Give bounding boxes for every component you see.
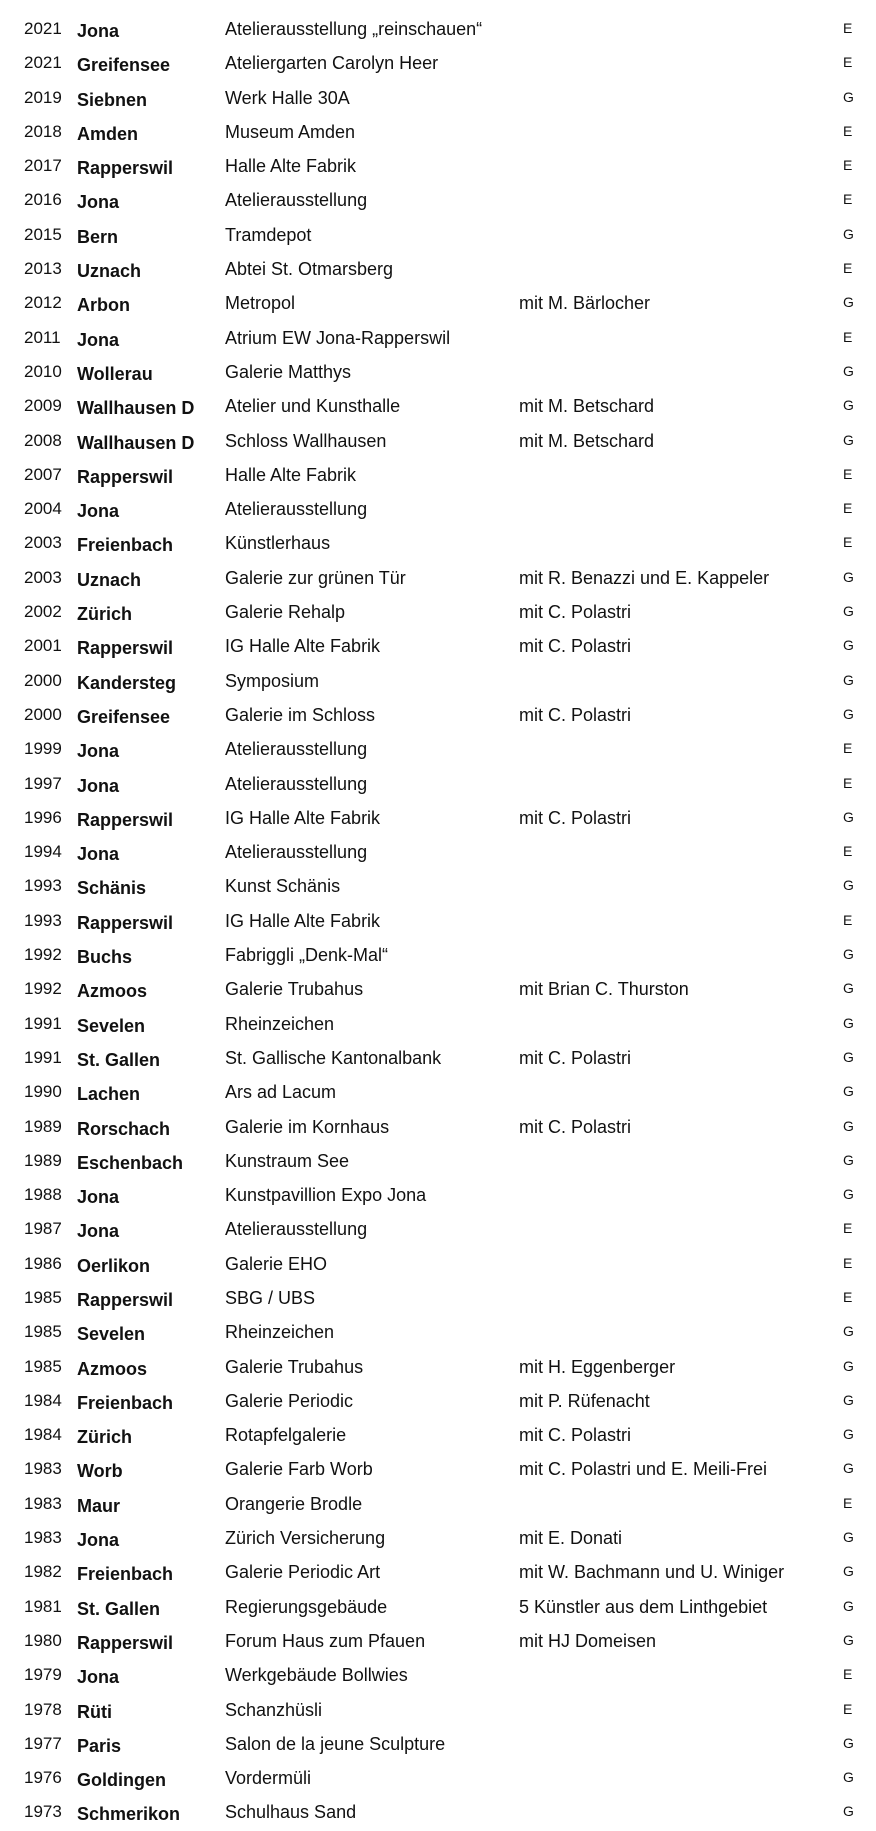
exhibition-place: Freienbach [77,535,174,556]
exhibition-place: Oerlikon [77,1255,151,1276]
exhibition-venue: Galerie im Kornhaus [225,1116,390,1137]
exhibition-row [0,1385,876,1419]
exhibition-place: Jona [77,741,120,762]
exhibition-row [0,390,876,424]
exhibition-venue: Kunstraum See [225,1150,350,1171]
exhibition-type: G [843,1769,854,1786]
exhibition-venue: Ars ad Lacum [225,1082,337,1103]
exhibition-place: Sevelen [77,1324,146,1345]
exhibition-collaborators: mit H. Eggenberger [519,1356,676,1377]
exhibition-place: Arbon [77,295,130,316]
exhibition-year: 1984 [24,1390,62,1410]
exhibition-type: E [843,774,853,791]
exhibition-collaborators: mit E. Donati [519,1528,623,1549]
exhibition-venue: Atelierausstellung [225,773,368,794]
exhibition-place: Azmoos [77,981,148,1002]
exhibition-row [0,493,876,527]
exhibition-row [0,150,876,184]
exhibition-year: 2021 [24,19,62,38]
exhibition-row [0,287,876,321]
exhibition-row [0,870,876,904]
exhibition-type: E [843,1494,853,1511]
exhibition-collaborators: mit HJ Domeisen [519,1630,657,1651]
exhibition-place: Jona [77,1530,120,1551]
exhibition-venue: Galerie Periodic Art [225,1562,381,1583]
exhibition-venue: Kunst Schänis [225,876,341,897]
exhibition-year: 1979 [24,1665,62,1685]
exhibition-place: Schmerikon [77,1804,181,1825]
exhibition-year: 1976 [24,1768,62,1788]
exhibition-venue: Atelierausstellung [225,190,368,211]
exhibition-venue: Galerie Matthys [225,361,352,382]
exhibition-venue: Fabriggli „Denk-Mal“ [225,945,389,966]
exhibition-collaborators: mit C. Polastri [519,807,632,828]
exhibition-year: 2003 [24,567,62,587]
exhibition-year: 1985 [24,1322,62,1342]
exhibition-venue: St. Gallische Kantonalbank [225,1047,442,1068]
exhibition-row [0,1111,876,1145]
exhibition-year: 2001 [24,636,62,656]
exhibition-venue: Künstlerhaus [225,533,331,554]
exhibition-type: G [843,1460,854,1477]
exhibition-row [0,1145,876,1179]
exhibition-row [0,116,876,150]
exhibition-collaborators: mit Brian C. Thurston [519,979,689,1000]
exhibition-type: G [843,671,854,688]
exhibition-place: Jona [77,775,120,796]
exhibition-type: G [843,1357,854,1374]
exhibition-place: Rapperswil [77,1289,174,1310]
exhibition-row [0,1762,876,1796]
exhibition-row [0,1213,876,1247]
exhibition-place: Jona [77,192,120,213]
exhibition-row [0,1316,876,1350]
exhibition-venue: Atelierausstellung [225,499,368,520]
exhibition-year: 1996 [24,807,62,827]
exhibition-place: Goldingen [77,1770,166,1791]
exhibition-row [0,253,876,287]
exhibition-collaborators: mit C. Polastri [519,602,632,623]
exhibition-venue: Werkgebäude Bollwies [225,1665,408,1686]
exhibition-place: Wallhausen D [77,398,195,419]
exhibition-type: E [843,740,853,757]
exhibition-place: Rapperswil [77,912,174,933]
exhibition-row [0,356,876,390]
exhibition-type: G [843,1391,854,1408]
exhibition-venue: Orangerie Brodle [225,1493,363,1514]
exhibition-row [0,1591,876,1625]
exhibition-type: G [843,1014,854,1031]
exhibition-row [0,322,876,356]
exhibition-place: Wollerau [77,363,153,384]
exhibition-venue: Atrium EW Jona-Rapperswil [225,327,451,348]
exhibition-venue: Regierungsgebäude [225,1596,388,1617]
exhibition-type: G [843,1631,854,1648]
exhibition-type: G [843,808,854,825]
exhibition-type: E [843,500,853,517]
exhibition-year: 2016 [24,190,62,210]
exhibition-row [0,939,876,973]
exhibition-year: 2013 [24,259,62,279]
exhibition-place: Jona [77,1221,120,1242]
exhibition-row [0,1282,876,1316]
exhibition-year: 1980 [24,1630,62,1650]
exhibition-row [0,768,876,802]
exhibition-year: 2002 [24,602,62,622]
exhibition-type: G [843,1151,854,1168]
exhibition-year: 1989 [24,1116,62,1136]
exhibition-row [0,425,876,459]
exhibition-venue: Abtei St. Otmarsberg [225,259,394,280]
exhibition-venue: Atelier und Kunsthalle [225,396,401,417]
exhibition-year: 1986 [24,1253,62,1273]
exhibition-row [0,665,876,699]
exhibition-place: Jona [77,501,120,522]
exhibition-type: G [843,362,854,379]
exhibition-year: 1993 [24,910,62,930]
exhibition-place: Zürich [77,1427,133,1448]
exhibition-venue: Tramdepot [225,224,312,245]
exhibition-venue: IG Halle Alte Fabrik [225,636,381,657]
exhibition-row [0,219,876,253]
exhibition-venue: Symposium [225,670,320,691]
exhibition-place: Amden [77,123,139,144]
exhibition-type: E [843,911,853,928]
exhibition-place: Wallhausen D [77,432,195,453]
exhibition-row [0,459,876,493]
exhibition-place: Paris [77,1735,122,1756]
exhibition-place: Uznach [77,569,142,590]
exhibition-place: Sevelen [77,1015,146,1036]
exhibition-row [0,1008,876,1042]
exhibition-place: Worb [77,1461,123,1482]
exhibition-place: Rapperswil [77,466,174,487]
exhibition-type: E [843,328,853,345]
exhibition-collaborators: mit M. Betschard [519,396,655,417]
exhibition-collaborators: mit C. Polastri [519,636,632,657]
exhibition-type: G [843,1323,854,1340]
exhibition-row [0,527,876,561]
exhibition-year: 1984 [24,1425,62,1445]
exhibition-type: E [843,465,853,482]
exhibition-venue: Galerie Rehalp [225,602,346,623]
exhibition-row [0,1076,876,1110]
exhibition-year: 1993 [24,876,62,896]
exhibition-type: G [843,1803,854,1820]
exhibition-row [0,1419,876,1453]
exhibition-year: 1992 [24,979,62,999]
exhibition-place: Jona [77,21,120,41]
exhibition-venue: Rotapfelgalerie [225,1425,347,1446]
exhibition-venue: IG Halle Alte Fabrik [225,910,381,931]
exhibition-place: Jona [77,844,120,865]
exhibition-venue: Zürich Versicherung [225,1528,386,1549]
exhibition-place: Jona [77,1187,120,1208]
exhibition-type: E [843,157,853,174]
exhibition-type: G [843,1734,854,1751]
exhibition-year: 1982 [24,1562,62,1582]
exhibition-list [0,13,876,1831]
exhibition-year: 1999 [24,739,62,759]
exhibition-type: E [843,1288,853,1305]
exhibition-year: 1994 [24,842,62,862]
exhibition-venue: Galerie Trubahus [225,1356,364,1377]
exhibition-type: E [843,191,853,208]
exhibition-type: G [843,637,854,654]
exhibition-type: G [843,705,854,722]
exhibition-year: 1990 [24,1082,62,1102]
exhibition-venue: Rheinzeichen [225,1322,335,1343]
exhibition-collaborators: mit M. Betschard [519,430,655,451]
exhibition-type: G [843,1529,854,1546]
exhibition-type: G [843,397,854,414]
exhibition-year: 2021 [24,53,62,73]
exhibition-row [0,1625,876,1659]
exhibition-place: Rorschach [77,1118,171,1139]
exhibition-year: 2004 [24,499,62,519]
exhibition-year: 2009 [24,396,62,416]
exhibition-collaborators: mit W. Bachmann und U. Winiger [519,1562,785,1583]
exhibition-type: E [843,122,853,139]
exhibition-place: Azmoos [77,1358,148,1379]
exhibition-year: 1988 [24,1185,62,1205]
exhibition-type: E [843,534,853,551]
exhibition-venue: Galerie Trubahus [225,979,364,1000]
exhibition-place: Jona [77,1667,120,1688]
exhibition-place: Rapperswil [77,638,174,659]
exhibition-place: Kandersteg [77,672,177,693]
exhibition-year: 1992 [24,945,62,965]
exhibition-place: Eschenbach [77,1152,184,1173]
exhibition-type: E [843,54,853,71]
exhibition-type: G [843,1117,854,1134]
exhibition-row [0,1694,876,1728]
exhibition-venue: IG Halle Alte Fabrik [225,807,381,828]
exhibition-row [0,1488,876,1522]
exhibition-type: E [843,843,853,860]
exhibition-place: Rüti [77,1701,112,1722]
exhibition-venue: Kunstpavillion Expo Jona [225,1185,427,1206]
exhibition-year: 1987 [24,1219,62,1239]
exhibition-year: 2000 [24,704,62,724]
exhibition-place: Greifensee [77,706,171,727]
exhibition-year: 2003 [24,533,62,553]
exhibition-type: E [843,1700,853,1717]
exhibition-place: Freienbach [77,1564,174,1585]
exhibition-type: G [843,1597,854,1614]
exhibition-venue: Ateliergarten Carolyn Heer [225,53,439,74]
exhibition-collaborators: mit M. Bärlocher [519,293,651,314]
exhibition-venue: Atelierausstellung [225,1219,368,1240]
exhibition-venue: Galerie Periodic [225,1390,354,1411]
exhibition-venue: SBG / UBS [225,1287,316,1308]
exhibition-type: G [843,568,854,585]
exhibition-venue: Halle Alte Fabrik [225,156,357,177]
exhibition-type: G [843,877,854,894]
exhibition-place: Freienbach [77,1392,174,1413]
exhibition-row [0,802,876,836]
exhibition-row [0,699,876,733]
exhibition-collaborators: mit C. Polastri [519,1425,632,1446]
exhibition-venue: Atelierausstellung [225,739,368,760]
exhibition-venue: Museum Amden [225,121,356,142]
exhibition-collaborators: mit R. Benazzi und E. Kappeler [519,567,770,588]
exhibition-venue: Galerie Farb Worb [225,1459,373,1480]
exhibition-venue: Schloss Wallhausen [225,430,387,451]
exhibition-type: E [843,1254,853,1271]
exhibition-collaborators: mit C. Polastri [519,1116,632,1137]
exhibition-collaborators: mit P. Rüfenacht [519,1390,650,1411]
exhibition-row [0,630,876,664]
exhibition-place: Uznach [77,261,142,282]
exhibition-row [0,1351,876,1385]
exhibition-row [0,596,876,630]
exhibition-venue: Galerie im Schloss [225,704,376,725]
exhibition-venue: Atelierausstellung [225,842,368,863]
exhibition-year: 2011 [24,327,61,347]
exhibition-place: Siebnen [77,89,148,110]
exhibition-year: 1973 [24,1802,62,1822]
exhibition-venue: Werk Halle 30A [225,87,350,108]
exhibition-year: 1985 [24,1287,62,1307]
exhibition-row [0,836,876,870]
exhibition-row [0,1796,876,1830]
exhibition-place: Zürich [77,604,133,625]
exhibition-type: G [843,431,854,448]
exhibition-place: Rapperswil [77,1632,174,1653]
exhibition-row [0,184,876,218]
exhibition-type: G [843,980,854,997]
exhibition-row [0,1042,876,1076]
exhibition-row [0,47,876,81]
exhibition-year: 1989 [24,1150,62,1170]
exhibition-year: 2012 [24,293,62,313]
exhibition-place: Bern [77,226,119,247]
exhibition-year: 2018 [24,121,62,141]
exhibition-venue: Halle Alte Fabrik [225,464,357,485]
exhibition-place: Rapperswil [77,158,174,179]
exhibition-year: 1981 [24,1596,62,1616]
exhibition-place: Maur [77,1495,121,1516]
exhibition-venue: Forum Haus zum Pfauen [225,1630,426,1651]
exhibition-row [0,1522,876,1556]
exhibition-place: Jona [77,329,120,350]
exhibition-place: Rapperswil [77,809,174,830]
exhibition-type: G [843,225,854,242]
exhibition-type: E [843,20,853,36]
exhibition-year: 1983 [24,1528,62,1548]
exhibition-year: 1983 [24,1459,62,1479]
exhibition-venue: Metropol [225,293,296,314]
exhibition-type: E [843,1666,853,1683]
exhibition-venue: Galerie EHO [225,1253,328,1274]
exhibition-year: 1991 [24,1047,62,1067]
exhibition-place: Buchs [77,947,133,968]
exhibition-year: 1977 [24,1733,62,1753]
exhibition-type: G [843,603,854,620]
exhibition-type: G [843,88,854,105]
exhibition-year: 2019 [24,87,62,107]
exhibition-row [0,82,876,116]
exhibition-venue: Schanzhüsli [225,1699,323,1720]
exhibition-place: Schänis [77,878,147,899]
exhibition-year: 2007 [24,464,62,484]
exhibition-year: 1983 [24,1493,62,1513]
exhibition-row [0,1659,876,1693]
exhibition-type: G [843,1083,854,1100]
exhibition-type: G [843,1048,854,1065]
exhibition-row [0,1728,876,1762]
exhibition-type: E [843,1220,853,1237]
exhibition-row [0,973,876,1007]
exhibition-venue: Schulhaus Sand [225,1802,357,1823]
exhibition-row [0,1453,876,1487]
exhibition-collaborators: mit C. Polastri und E. Meili-Frei [519,1459,768,1480]
exhibition-venue: Rheinzeichen [225,1013,335,1034]
exhibition-place: St. Gallen [77,1598,161,1619]
exhibition-year: 1985 [24,1356,62,1376]
exhibition-row [0,905,876,939]
exhibition-year: 1978 [24,1699,62,1719]
exhibition-type: E [843,260,853,277]
exhibition-type: G [843,294,854,311]
exhibition-row [0,562,876,596]
exhibition-row [0,1179,876,1213]
exhibition-type: G [843,1426,854,1443]
exhibition-collaborators: mit C. Polastri [519,704,632,725]
exhibition-type: G [843,1186,854,1203]
exhibition-collaborators: 5 Künstler aus dem Linthgebiet [519,1596,768,1617]
exhibition-place: St. Gallen [77,1049,161,1070]
exhibition-venue: Salon de la jeune Sculpture [225,1733,446,1754]
exhibition-year: 2010 [24,361,62,381]
exhibition-type: G [843,946,854,963]
exhibition-year: 2008 [24,430,62,450]
exhibition-row [0,1248,876,1282]
exhibition-row [0,13,876,47]
exhibition-venue: Vordermüli [225,1768,312,1789]
exhibition-year: 2017 [24,156,62,176]
exhibition-year: 1991 [24,1013,62,1033]
exhibition-year: 2000 [24,670,62,690]
exhibition-year: 1997 [24,773,62,793]
exhibition-type: G [843,1563,854,1580]
exhibition-venue: Galerie zur grünen Tür [225,567,406,588]
exhibition-row [0,1556,876,1590]
exhibition-row [0,733,876,767]
exhibition-year: 2015 [24,224,62,244]
exhibition-collaborators: mit C. Polastri [519,1047,632,1068]
exhibition-place: Lachen [77,1084,141,1105]
exhibition-place: Greifensee [77,55,171,76]
exhibition-venue: Atelierausstellung „reinschauen“ [225,19,483,39]
